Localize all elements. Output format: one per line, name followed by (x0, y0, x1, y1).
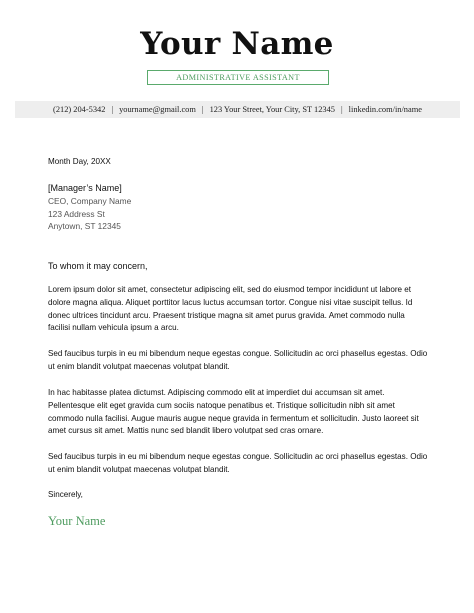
contact-bar (15, 101, 460, 118)
applicant-name: Your Name (140, 26, 334, 62)
letter-paragraph: In hac habitasse platea dictumst. Adipiscing commodo elit at imperdiet dui accumsan sit amet. Pellentesque elit eget gravida cum sociis natoque penatibus et. Tristique sollicitudin nibh sit amet commodo nulla facilisi. Augue mauris augue neque gravida in fermentum et sollicitudin. Justo laoreet sit amet cursus sit amet. Mattis nunc sed blandit libero volutpat sed cras ornare. (48, 388, 419, 436)
contact-email[interactable]: yourname@gmail.com (119, 105, 196, 114)
contact-separator: | (340, 105, 343, 114)
letter-paragraph: Lorem ipsum dolor sit amet, consectetur adipiscing elit, sed do eiusmod tempor incididunt ut labore et dolore magna aliqua. Aliquet porttitor lacus luctus accumsan tortor. Congue nisi vitae suscipit tellus. Id donec ultrices tincidunt arcu. Praesent tristique magna sit amet purus gravida. Amet commodo nulla facilisi nullam vehicula ipsum a arcu. (48, 285, 413, 333)
contact-linkedin[interactable]: linkedin.com/in/name (348, 105, 422, 114)
letter-date: Month Day, 20XX (48, 157, 111, 166)
letter-closing: Sincerely, (48, 490, 83, 499)
recipient-manager: [Manager’s Name] (48, 183, 122, 193)
job-title: ADMINISTRATIVE ASSISTANT (176, 73, 300, 82)
letter-paragraph: Sed faucibus turpis in eu mi bibendum neque egestas congue. Sollicitudin ac orci phasellus egestas. Odio ut enim blandit volutpat maecenas volutpat blandit. (48, 452, 428, 474)
recipient-city: Anytown, ST 12345 (48, 221, 121, 232)
contact-separator: | (201, 105, 204, 114)
letter-greeting: To whom it may concern, (48, 261, 148, 271)
contact-address: 123 Your Street, Your City, ST 12345 (209, 105, 335, 114)
contact-separator: | (111, 105, 114, 114)
recipient-company: CEO, Company Name (48, 195, 132, 206)
job-title-box (147, 70, 329, 85)
recipient-street: 123 Address St (48, 208, 105, 219)
contact-phone: (212) 204-5342 (53, 105, 106, 114)
signature-name: Your Name (48, 514, 106, 528)
recipient-block (48, 182, 428, 233)
letter-paragraph: Sed faucibus turpis in eu mi bibendum neque egestas congue. Sollicitudin ac orci phasellus egestas. Odio ut enim blandit volutpat maecenas volutpat blandit. (48, 349, 428, 371)
